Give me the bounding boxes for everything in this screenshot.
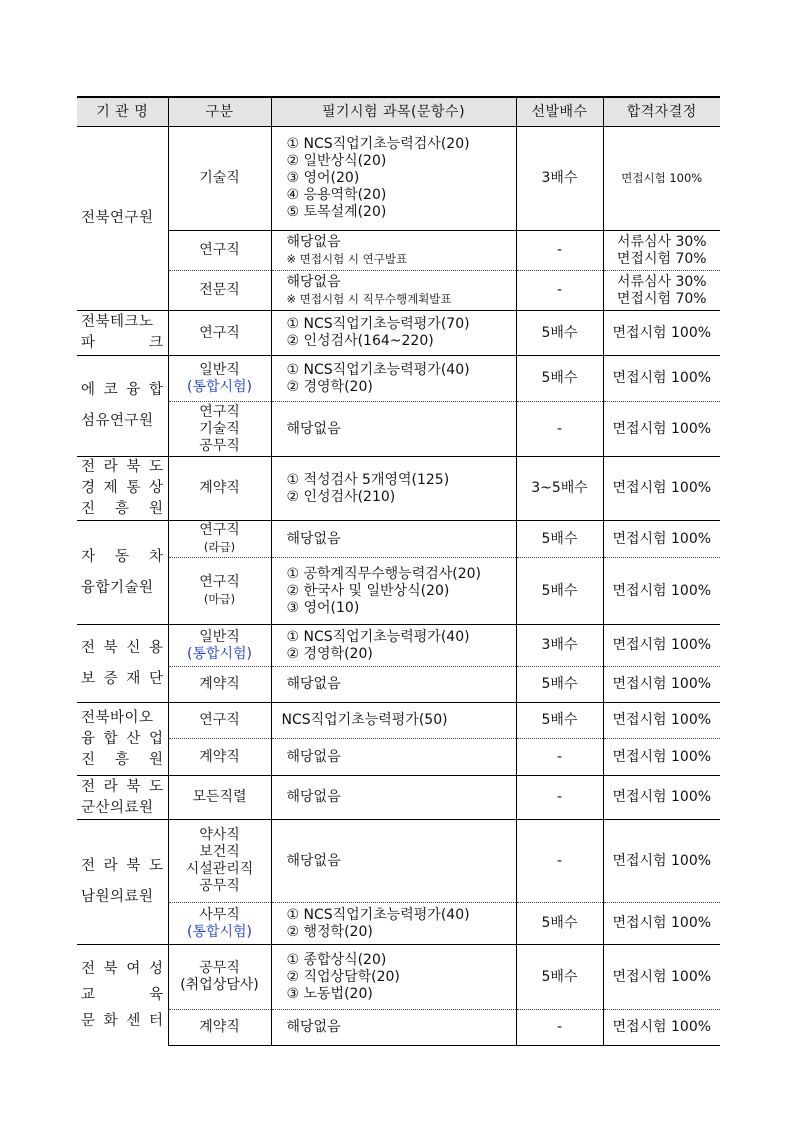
org-name: 전북테크노 파 크 [77,311,168,356]
multiple-cell: 3~5배수 [516,457,603,521]
subject-cell: ① NCS직업기초능력검사(20) ② 일반상식(20) ③ 영어(20) ④ 응용역학(20) ⑤ 토목설계(20) [271,127,516,231]
table-row [77,311,720,356]
table-row [77,457,720,521]
category-cell: 연구직 (라급) [168,521,271,558]
subject-cell: NCS직업기초능력평가(50) [271,703,516,739]
category-cell: 공무직 (취업상담사) [168,945,271,1010]
subject-cell: 해당없음 [271,776,516,820]
category-cell: 전문직 [168,271,271,311]
decision-cell: 면접시험 100% [603,558,720,625]
decision-cell: 면접시험 100% [603,402,720,457]
subject-cell: 해당없음 [271,402,516,457]
org-name: 전 북 신 용 보 증 재 단 [77,625,168,703]
header-row [77,97,720,127]
table-row [77,521,720,558]
org-name: 전북바이오 융 합 산 업 진 흥 원 [77,703,168,776]
header-selection-multiple: 선발배수 [516,97,603,127]
org-name: 자 동 차 융합기술원 [77,521,168,625]
table-row [77,903,720,945]
table-row [77,356,720,402]
multiple-cell: 5배수 [516,311,603,356]
table-row [77,820,720,903]
decision-cell: 면접시험 100% [603,521,720,558]
decision-cell: 면접시험 100% [603,311,720,356]
subject-cell: ① 종합상식(20) ② 직업상담학(20) ③ 노동법(20) [271,945,516,1010]
decision-cell: 면접시험 100% [603,356,720,402]
multiple-cell: - [516,776,603,820]
decision-cell: 면접시험 100% [603,739,720,776]
subject-cell: 해당없음 ※ 면접시험 시 연구발표 [271,231,516,271]
org-name: 전 북 여 성 교 육 문 화 센 터 [77,945,168,1046]
header-pass-decision: 합격자결정 [603,97,720,127]
header-category: 구분 [168,97,271,127]
decision-cell: 면접시험 100% [603,703,720,739]
subject-cell: ① NCS직업기초능력평가(40) ② 경영학(20) [271,625,516,667]
multiple-cell: - [516,271,603,311]
multiple-cell: 5배수 [516,703,603,739]
table-row [77,776,720,820]
subject-cell: 해당없음 [271,820,516,903]
category-cell: 기술직 [168,127,271,231]
table-row [77,231,720,271]
org-name: 전 라 북 도 경 제 통 상 진 흥 원 [77,457,168,521]
table-row [77,558,720,625]
subject-cell: 해당없음 [271,521,516,558]
subject-cell: ① 적성검사 5개영역(125) ② 인성검사(210) [271,457,516,521]
org-name: 전북연구원 [77,127,168,311]
table-row [77,945,720,1010]
org-name: 전 라 북 도 남원의료원 [77,820,168,945]
subject-cell: ① NCS직업기초능력평가(40) ② 행정학(20) [271,903,516,945]
table-row [77,271,720,311]
category-cell: 계약직 [168,667,271,703]
decision-cell: 서류심사 30% 면접시험 70% [603,271,720,311]
category-cell: 연구직 기술직 공무직 [168,402,271,457]
category-cell: 계약직 [168,739,271,776]
decision-cell: 면접시험 100% [603,667,720,703]
decision-cell: 면접시험 100% [603,945,720,1010]
subject-cell: 해당없음 ※ 면접시험 시 직무수행계획발표 [271,271,516,311]
multiple-cell: - [516,820,603,903]
table-row [77,127,720,231]
decision-cell: 면접시험 100% [603,1010,720,1046]
category-cell: 약사직 보건직 시설관리직 공무직 [168,820,271,903]
table-row [77,625,720,667]
multiple-cell: - [516,1010,603,1046]
subject-cell: 해당없음 [271,739,516,776]
multiple-cell: 5배수 [516,558,603,625]
decision-cell: 면접시험 100% [603,127,720,231]
category-cell: 계약직 [168,457,271,521]
header-written-subjects: 필기시험 과목(문항수) [271,97,516,127]
header-org: 기 관 명 [77,97,168,127]
decision-cell: 서류심사 30% 면접시험 70% [603,231,720,271]
category-cell: 일반직 (통합시험) [168,625,271,667]
subject-cell: 해당없음 [271,667,516,703]
multiple-cell: - [516,739,603,776]
subject-cell: ① NCS직업기초능력평가(40) ② 경영학(20) [271,356,516,402]
table-row [77,402,720,457]
multiple-cell: 5배수 [516,667,603,703]
subject-cell: ① NCS직업기초능력평가(70) ② 인성검사(164~220) [271,311,516,356]
org-name: 에 코 융 합 섬유연구원 [77,356,168,457]
multiple-cell: 5배수 [516,903,603,945]
table-row [77,1010,720,1046]
category-cell: 연구직 [168,703,271,739]
recruitment-exam-table [77,96,720,1046]
category-cell: 일반직 (통합시험) [168,356,271,402]
multiple-cell: 5배수 [516,521,603,558]
category-cell: 모든직렬 [168,776,271,820]
decision-cell: 면접시험 100% [603,820,720,903]
decision-cell: 면접시험 100% [603,903,720,945]
category-cell: 연구직 [168,311,271,356]
category-cell: 연구직 [168,231,271,271]
table-row [77,667,720,703]
category-cell: 사무직 (통합시험) [168,903,271,945]
subject-cell: ① 공학계직무수행능력검사(20) ② 한국사 및 일반상식(20) ③ 영어(10) [271,558,516,625]
multiple-cell: 5배수 [516,945,603,1010]
multiple-cell: 3배수 [516,625,603,667]
multiple-cell: - [516,231,603,271]
multiple-cell: 5배수 [516,356,603,402]
decision-cell: 면접시험 100% [603,625,720,667]
category-cell: 연구직 (마급) [168,558,271,625]
multiple-cell: 3배수 [516,127,603,231]
subject-cell: 해당없음 [271,1010,516,1046]
decision-cell: 면접시험 100% [603,776,720,820]
table-row [77,703,720,739]
table-row [77,739,720,776]
org-name: 전 라 북 도 군산의료원 [77,776,168,820]
decision-cell: 면접시험 100% [603,457,720,521]
category-cell: 계약직 [168,1010,271,1046]
multiple-cell: - [516,402,603,457]
